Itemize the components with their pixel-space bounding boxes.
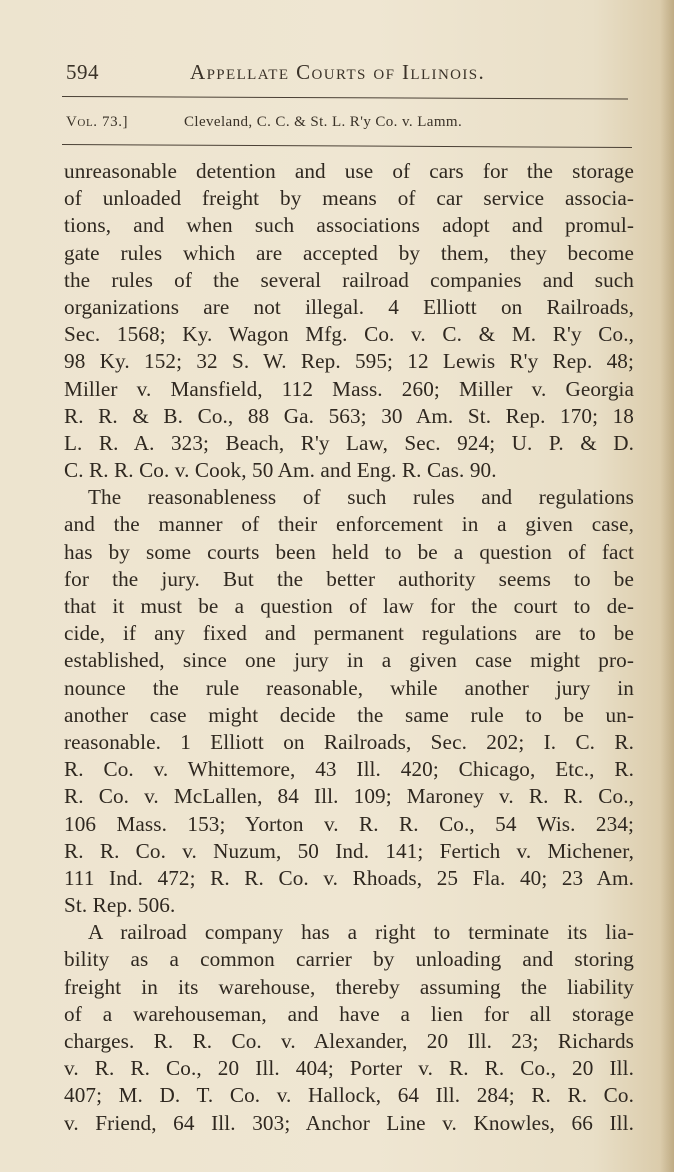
text-line: Miller v. Mansfield, 112 Mass. 260; Miller v. Georgia	[64, 376, 634, 401]
text-line: R. Co. v. McLallen, 84 Ill. 109; Maroney v. R. R. Co.,	[64, 784, 634, 809]
text-line: The reasonableness of such rules and regulations	[88, 485, 634, 510]
text-line: has by some courts been held to be a question of fact	[64, 539, 634, 564]
running-head	[66, 60, 626, 90]
text-line: and the manner of their enforcement in a given case,	[64, 512, 634, 537]
text-line: R. Co. v. Whittemore, 43 Ill. 420; Chicago, Etc., R.	[64, 757, 634, 782]
text-line: of a warehouseman, and have a lien for all storage	[64, 1001, 634, 1026]
text-line: v. R. R. Co., 20 Ill. 404; Porter v. R. R. Co., 20 Ill.	[64, 1056, 634, 1081]
text-line: 111 Ind. 472; R. R. Co. v. Rhoads, 25 Fla. 40; 23 Am.	[64, 865, 634, 890]
text-line: 106 Mass. 153; Yorton v. R. R. Co., 54 Wis. 234;	[64, 811, 634, 836]
text-line: organizations are not illegal. 4 Elliott on Railroads,	[64, 294, 634, 319]
text-line: L. R. A. 323; Beach, R'y Law, Sec. 924; U. P. & D.	[64, 430, 634, 455]
text-line: C. R. R. Co. v. Cook, 50 Am. and Eng. R. Cas. 90.	[64, 458, 497, 483]
running-title: Appellate Courts of Illinois.	[190, 60, 486, 84]
case-title: Cleveland, C. C. & St. L. R'y Co. v. Lamm.	[184, 114, 463, 130]
header-rule-top	[62, 96, 628, 99]
text-line: v. Friend, 64 Ill. 303; Anchor Line v. Knowles, 66 Ill.	[64, 1110, 634, 1135]
text-line: of unloaded freight by means of car service associa-	[64, 186, 634, 211]
text-line: Sec. 1568; Ky. Wagon Mfg. Co. v. C. & M. R'y Co.,	[64, 322, 634, 347]
header-rule-bottom	[62, 144, 632, 148]
text-line: charges. R. R. Co. v. Alexander, 20 Ill. 23; Richards	[64, 1029, 634, 1053]
volume-label: Vol. 73.]	[66, 114, 129, 130]
text-line: R. R. Co. v. Nuzum, 50 Ind. 141; Fertich v. Michener,	[64, 838, 634, 863]
body-text	[64, 158, 634, 1137]
text-line: St. Rep. 506.	[64, 893, 176, 918]
page-edge-shadow	[660, 0, 674, 1172]
text-line: freight in its warehouse, thereby assuming the liability	[64, 974, 634, 999]
text-line: cide, if any fixed and permanent regulations are to be	[64, 621, 634, 646]
text-line: unreasonable detention and use of cars for the storage	[64, 159, 634, 183]
text-line: another case might decide the same rule to be un-	[64, 702, 634, 727]
text-line: reasonable. 1 Elliott on Railroads, Sec. 202; I. C. R.	[64, 729, 634, 754]
text-line: established, since one jury in a given case might pro-	[64, 648, 634, 673]
text-line: for the jury. But the better authority seems to be	[64, 566, 634, 591]
text-line: gate rules which are accepted by them, they become	[64, 240, 634, 265]
text-line: R. R. & B. Co., 88 Ga. 563; 30 Am. St. Rep. 170; 18	[64, 403, 634, 428]
text-line: 98 Ky. 152; 32 S. W. Rep. 595; 12 Lewis R'y Rep. 48;	[64, 349, 634, 374]
text-line: 407; M. D. T. Co. v. Hallock, 64 Ill. 284; R. R. Co.	[64, 1083, 634, 1108]
text-line: A railroad company has a right to terminate its lia-	[88, 920, 634, 945]
case-line	[66, 114, 626, 131]
text-line: nounce the rule reasonable, while another jury in	[64, 675, 634, 700]
text-line: that it must be a question of law for the court to de-	[64, 594, 634, 618]
page-number: 594	[66, 60, 99, 84]
text-line: the rules of the several railroad companies and such	[64, 267, 634, 292]
text-line: bility as a common carrier by unloading and storing	[64, 947, 634, 972]
text-line: tions, and when such associations adopt and promul-	[64, 213, 634, 238]
